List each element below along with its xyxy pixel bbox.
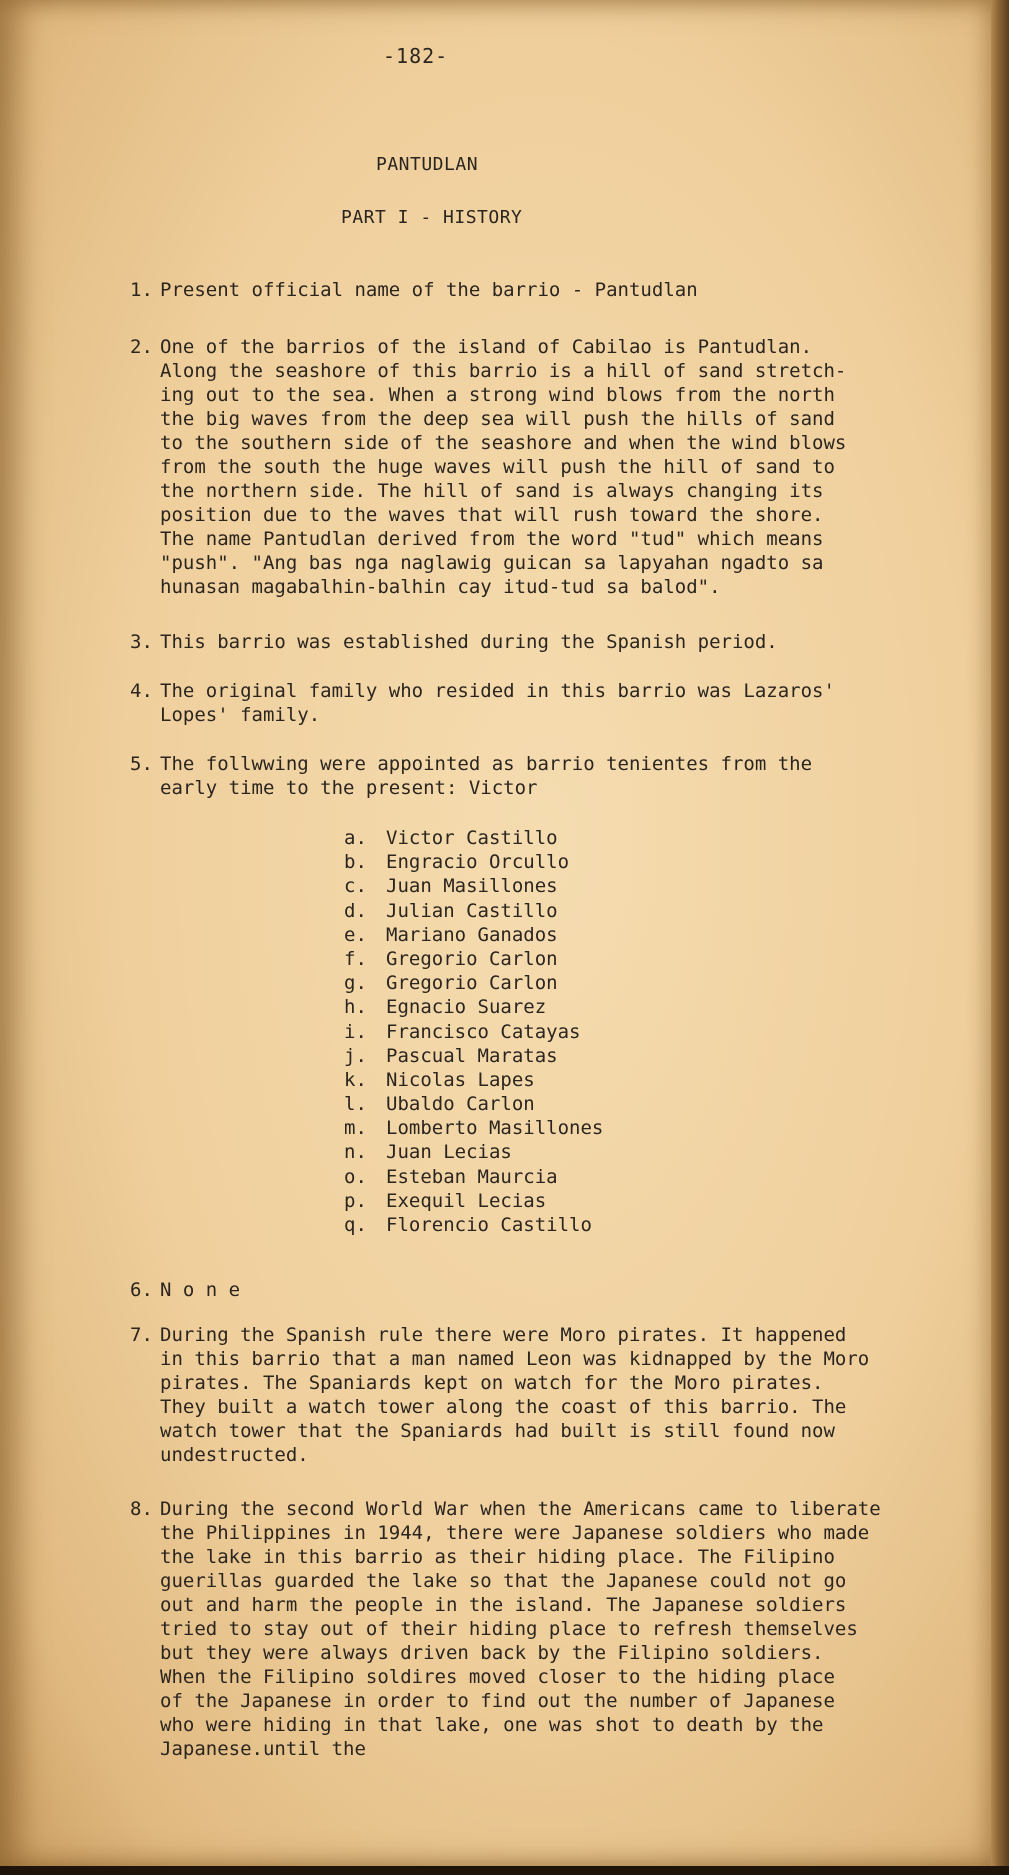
teniente-name: Egnacio Suarez xyxy=(386,996,547,1019)
item-6 xyxy=(130,1278,950,1302)
item-1 xyxy=(130,278,950,302)
item-text: One of the barrios of the island of Cabilao is Pantudlan. Along the seashore of this barrio is a hill of sand stretch- ing out to the sea. When a strong wind blows from the north the big waves from the deep sea will push the hills of sand to the southern side of the seashore and when the wind blows from the south the huge waves will push the hill of sand to the northern side. The hill of sand is always changing its position due to the waves that will rush toward the shore. The name Pantudlan derived from the word "tud" which means "push". "Ang bas nga naglawig guican sa lapyahan ngadto sa hunasan magabalhin-balhin cay itud-tud sa balod". xyxy=(160,336,847,598)
item-number: 3. xyxy=(130,631,153,653)
list-letter: j. xyxy=(344,1044,367,1067)
item-8 xyxy=(130,1497,950,1761)
teniente-name: Victor Castillo xyxy=(386,827,558,849)
list-item xyxy=(344,1044,603,1068)
list-item xyxy=(344,1140,603,1164)
list-letter: k. xyxy=(344,1068,367,1091)
list-item xyxy=(344,947,603,971)
page-bottom-edge xyxy=(0,1866,1009,1875)
teniente-name: Engracio Orcullo xyxy=(386,851,570,874)
list-item xyxy=(344,1189,603,1213)
list-letter: l. xyxy=(344,1093,367,1116)
book-spine xyxy=(991,0,1009,1875)
item-number: 8. xyxy=(130,1498,153,1520)
item-number: 6. xyxy=(130,1279,153,1301)
list-item xyxy=(344,1092,603,1116)
list-item xyxy=(344,826,603,850)
item-text: This barrio was established during the Spanish period. xyxy=(160,631,778,653)
list-item xyxy=(344,1068,603,1092)
item-number: 4. xyxy=(130,680,153,702)
list-item xyxy=(344,1020,603,1044)
list-item xyxy=(344,1213,603,1237)
list-letter: q. xyxy=(344,1214,367,1236)
item-text: N o n e xyxy=(160,1279,241,1301)
list-item xyxy=(344,850,603,874)
item-text: During the Spanish rule there were Moro pirates. It happened in this barrio that a man named Leon was kidnapped by the Moro pirates. The Spaniards kept on watch for the Moro pirates. They built a watch tower along the coast of this barrio. The watch tower that the Spaniards had built is still found now undestructed. xyxy=(160,1324,870,1466)
item-text: The follwwing were appointed as barrio tenientes from the early time to the present: Victor xyxy=(160,753,813,799)
teniente-name: Exequil Lecias xyxy=(386,1189,547,1212)
item-number: 7. xyxy=(130,1324,153,1346)
list-letter: g. xyxy=(344,972,367,995)
item-7 xyxy=(130,1323,950,1467)
list-item xyxy=(344,899,603,923)
teniente-name: Ubaldo Carlon xyxy=(386,1093,535,1116)
list-letter: c. xyxy=(344,875,367,898)
teniente-name: Nicolas Lapes xyxy=(386,1068,535,1091)
teniente-name: Lomberto Masillones xyxy=(386,1117,604,1140)
list-letter: f. xyxy=(344,947,367,970)
document-title: PANTUDLAN xyxy=(376,154,479,175)
list-letter: h. xyxy=(344,996,367,1019)
item-3 xyxy=(130,630,950,654)
teniente-name: Mariano Ganados xyxy=(386,923,558,946)
part-heading: PART I - HISTORY xyxy=(341,207,523,228)
list-letter: d. xyxy=(344,899,367,922)
teniente-name: Florencio Castillo xyxy=(386,1214,592,1236)
list-item xyxy=(344,995,603,1019)
list-item xyxy=(344,1165,603,1189)
teniente-name: Julian Castillo xyxy=(386,899,558,922)
item-number: 2. xyxy=(130,336,153,358)
item-5 xyxy=(130,752,950,800)
item-number: 5. xyxy=(130,753,153,775)
item-text: Present official name of the barrio - Pantudlan xyxy=(160,279,698,301)
list-item xyxy=(344,971,603,995)
list-item xyxy=(344,1116,603,1140)
teniente-name: Juan Masillones xyxy=(386,875,558,898)
item-4 xyxy=(130,679,950,727)
teniente-name: Esteban Maurcia xyxy=(386,1165,558,1188)
page-number: -182- xyxy=(383,44,449,68)
item-text: During the second World War when the Americans came to liberate the Philippines in 1944, there were Japanese soldiers who made the lake in this barrio as their hiding place. The Filipino guerillas guarded the lake so that the Japanese could not go out and harm the people in the island. The Japanese soldiers tried to stay out of their hiding place to refresh themselves but they were always driven back by the Filipino soldiers. When the Filipino soldires moved closer to the hiding place of the Japanese in order to find out the number of Japanese who were hiding in that lake, one was shot to death by the Japanese.until the xyxy=(160,1498,881,1760)
list-item xyxy=(344,874,603,898)
list-item xyxy=(344,923,603,947)
teniente-name: Juan Lecias xyxy=(386,1141,512,1164)
list-letter: i. xyxy=(344,1020,367,1043)
list-letter: b. xyxy=(344,851,367,874)
list-letter: o. xyxy=(344,1165,367,1188)
list-letter: m. xyxy=(344,1117,367,1140)
item-text: The original family who resided in this barrio was Lazaros' Lopes' family. xyxy=(160,680,835,726)
teniente-name: Francisco Catayas xyxy=(386,1020,581,1043)
list-letter: p. xyxy=(344,1189,367,1212)
teniente-name: Gregorio Carlon xyxy=(386,972,558,995)
item-2 xyxy=(130,335,950,599)
teniente-name: Gregorio Carlon xyxy=(386,947,558,970)
list-letter: n. xyxy=(344,1141,367,1164)
item-number: 1. xyxy=(130,279,153,301)
tenientes-list xyxy=(344,826,603,1237)
list-letter: a. xyxy=(344,827,367,849)
list-letter: e. xyxy=(344,923,367,946)
teniente-name: Pascual Maratas xyxy=(386,1044,558,1067)
